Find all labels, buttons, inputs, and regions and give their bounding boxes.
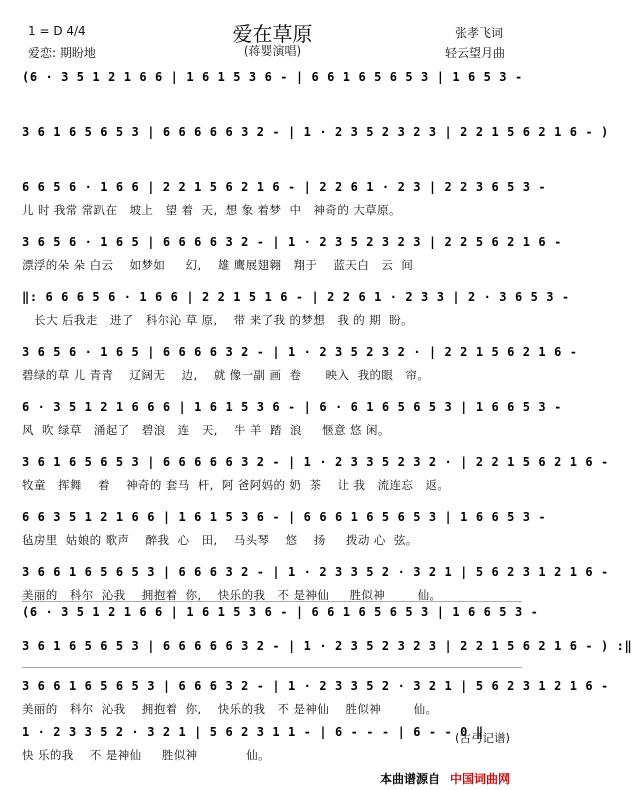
song-subtitle: (蒋婴演唱)	[243, 44, 302, 58]
notation-row: (6 · 3 5 1 2 1 6 6 | 1 6 1 5 3 6 - | 6 6 1 6 5 6 5 3 | 1 6 6 5 3 -	[22, 605, 539, 619]
score-body	[22, 68, 632, 769]
lyrics-row: 美丽的 科尔 沁我 拥抱着 你, 快乐的我 不 是神仙 胜似神 仙。	[22, 702, 438, 716]
score-line	[22, 123, 609, 178]
score-line	[22, 603, 539, 637]
notation-row: 3 6 6 1 6 5 6 5 3 | 6 6 6 3 2 - | 1 · 2 3 3 5 2 · 3 2 1 | 5 6 2 3 1 2 1 6 -	[22, 679, 609, 693]
score-line	[22, 453, 609, 508]
composer-credit: 轻云望月曲	[445, 46, 506, 60]
score-line	[22, 233, 562, 288]
score-line	[22, 508, 547, 563]
score-line	[22, 178, 547, 233]
lyrics-row: 碧绿的草 儿 青青 辽阔无 边, 就 像一副 画 卷 映入 我的眼 帘。	[22, 368, 430, 382]
song-title: 爱在草原	[232, 22, 313, 46]
key-signature: 1 = D 4/4	[28, 24, 86, 38]
lyrics-row: 毡房里 姑娘的 歌声 醉我 心 田, 马头琴 悠 扬 拨动 心 弦。	[22, 533, 418, 547]
notation-row: 6 · 3 5 1 2 1 6 6 6 | 1 6 1 5 3 6 - | 6 · 6 1 6 5 6 5 3 | 1 6 6 5 3 -	[22, 400, 562, 414]
transcriber-tag: (古弓记谱)	[455, 731, 510, 745]
score-line	[22, 723, 522, 769]
score-line	[22, 677, 609, 723]
notation-row: 3 6 1 6 5 6 5 3 | 6 6 6 6 6 3 2 - | 1 · 2 3 5 2 3 2 3 | 2 2 1 5 6 2 1 6 - )	[22, 125, 609, 139]
lyrics-row: 长大 后我走 进了 科尔沁 草 原, 带 来了我 的梦想 我 的 期 盼。	[22, 313, 414, 327]
score-line	[22, 288, 570, 343]
source-site-link[interactable]: 中国词曲网	[450, 772, 511, 786]
score-line	[22, 563, 609, 603]
notation-row: 3 6 6 1 6 5 6 5 3 | 6 6 6 3 2 - | 1 · 2 3 3 5 2 · 3 2 1 | 5 6 2 3 1 2 1 6 -	[22, 565, 609, 579]
lyricist-credit: 张孝飞词	[455, 26, 504, 40]
lyrics-row: 快 乐的我 不 是神仙 胜似神 仙。	[22, 748, 270, 762]
source-footer	[380, 770, 510, 787]
notation-row: 3 6 5 6 · 1 6 5 | 6 6 6 6 3 2 - | 1 · 2 3 5 2 3 2 · | 2 2 1 5 6 2 1 6 -	[22, 345, 578, 359]
notation-row: 3 6 5 6 · 1 6 5 | 6 6 6 6 3 2 - | 1 · 2 3 5 2 3 2 3 | 2 2 5 6 2 1 6 -	[22, 235, 562, 249]
score-line	[22, 637, 632, 677]
source-label: 本曲谱源自	[380, 772, 441, 786]
lyrics-row: 美丽的 科尔 沁我 拥抱着 你, 快乐的我 不 是神仙 胜似神 仙。	[22, 588, 442, 602]
notation-row: 3 6 1 6 5 6 5 3 | 6 6 6 6 6 3 2 - | 1 · 2 3 5 2 3 2 3 | 2 2 1 5 6 2 1 6 - ) :‖	[22, 639, 632, 653]
notation-row: 1 · 2 3 3 5 2 · 3 2 1 | 5 6 2 3 1 1 - | 6 - - - | 6 - - 0 ‖	[22, 725, 484, 739]
lyrics-row: 风 吹 绿草 涌起了 碧浪 连 天, 牛 羊 踏 浪 惬意 悠 闲。	[22, 423, 390, 437]
notation-row: (6 · 3 5 1 2 1 6 6 | 1 6 1 5 3 6 - | 6 6 1 6 5 6 5 3 | 1 6 5 3 -	[22, 70, 523, 84]
notation-row: 6 6 3 5 1 2 1 6 6 | 1 6 1 5 3 6 - | 6 6 6 1 6 5 6 5 3 | 1 6 6 5 3 -	[22, 510, 547, 524]
lyrics-row: 儿 时 我常 常趴在 坡上 望 着 天, 想 象 着梦 中 神奇的 大草原。	[22, 203, 401, 217]
score-line	[22, 343, 578, 398]
notation-row: ‖: 6 6 6 5 6 · 1 6 6 | 2 2 1 5 1 6 - | 2 2 6 1 · 2 3 3 | 2 · 3 6 5 3 -	[22, 290, 570, 304]
lyrics-row: 漂浮的朵 朵 白云 如梦如 幻, 雄 鹰展翅翱 翔于 蓝天白 云 间	[22, 258, 414, 272]
score-line	[22, 68, 522, 123]
bracket-rule	[22, 601, 522, 602]
bracket-rule	[22, 667, 522, 668]
lyrics-row: 牧童 挥舞 着 神奇的 套马 杆, 阿 爸阿妈的 奶 茶 让 我 流连忘 返。	[22, 478, 450, 492]
dedication: 爱恋: 期盼地	[28, 46, 96, 60]
notation-row: 3 6 1 6 5 6 5 3 | 6 6 6 6 6 3 2 - | 1 · 2 3 3 5 2 3 2 · | 2 2 1 5 6 2 1 6 -	[22, 455, 609, 469]
score-line	[22, 398, 562, 453]
notation-row: 6 6 5 6 · 1 6 6 | 2 2 1 5 6 2 1 6 - | 2 2 6 1 · 2 3 | 2 2 3 6 5 3 -	[22, 180, 547, 194]
